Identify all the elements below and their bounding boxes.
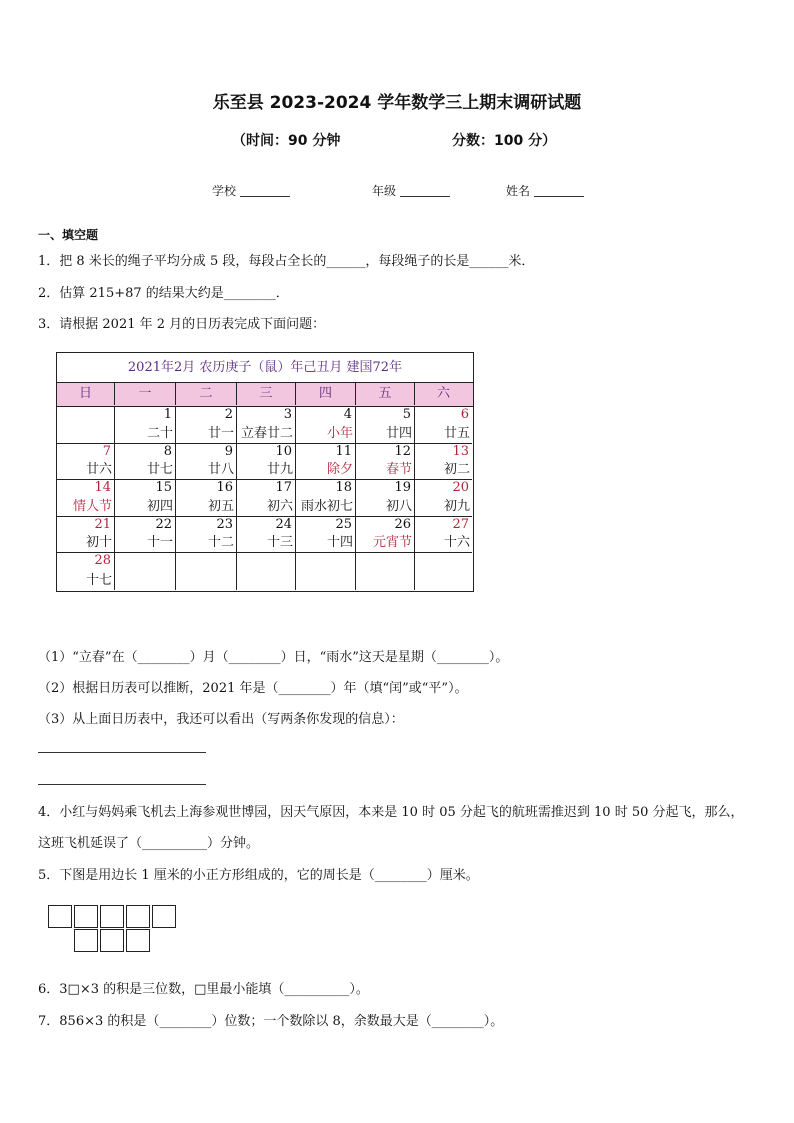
lunar-date: 廿九 bbox=[266, 462, 293, 477]
calendar-day-cell bbox=[115, 480, 176, 517]
lunar-date: 二十 bbox=[146, 425, 173, 441]
answer-line-2[interactable] bbox=[38, 784, 206, 785]
section-heading: 一、填空题 bbox=[38, 228, 99, 242]
calendar-day-cell bbox=[237, 444, 296, 481]
lunar-date: 十一 bbox=[146, 535, 173, 550]
day-number: 20 bbox=[452, 480, 469, 495]
page-title: 乐至县 2023-2024 学年数学三上期末调研试题 bbox=[212, 93, 582, 113]
lunar-date: 廿七 bbox=[146, 462, 173, 477]
calendar-day-cell bbox=[296, 480, 356, 517]
calendar-title: 2021年2月 农历庚子（鼠）年己丑月 建国72年 bbox=[57, 353, 473, 383]
calendar-day-cell bbox=[296, 553, 356, 590]
calendar-day-cell bbox=[57, 553, 115, 590]
day-number: 4 bbox=[343, 407, 352, 422]
lunar-date: 除夕 bbox=[326, 462, 353, 477]
day-number: 6 bbox=[460, 407, 469, 422]
lunar-date: 小年 bbox=[326, 425, 353, 441]
lunar-date: 十三 bbox=[266, 535, 293, 550]
exam-score: 分数：100 分） bbox=[452, 133, 557, 149]
calendar-day-cell bbox=[176, 444, 237, 481]
day-number: 11 bbox=[335, 443, 352, 459]
name-label: 姓名 bbox=[506, 184, 531, 198]
lunar-date: 雨水初七 bbox=[300, 498, 353, 514]
lunar-date: 春节 bbox=[385, 462, 412, 477]
calendar-day-cell bbox=[176, 480, 237, 517]
exam-time: （时间：90 分钟 bbox=[232, 133, 341, 149]
day-number: 24 bbox=[275, 516, 292, 532]
question-3-3: （3）从上面日历表中，我还可以看出（写两条你发现的信息）： bbox=[38, 712, 404, 727]
square bbox=[126, 929, 150, 952]
calendar-weekday-header bbox=[57, 383, 473, 407]
calendar-day-cell bbox=[356, 553, 415, 590]
calendar-day-cell bbox=[415, 480, 472, 517]
lunar-date: 初八 bbox=[385, 498, 412, 514]
day-number: 19 bbox=[394, 480, 411, 495]
lunar-date: 初十 bbox=[85, 535, 112, 550]
calendar-day-cell bbox=[296, 517, 356, 554]
question-5: 5．下图是用边长 1 厘米的小正方形组成的，它的周长是（________）厘米。 bbox=[38, 868, 479, 883]
calendar-day-cell bbox=[176, 517, 237, 554]
calendar-day-cell bbox=[356, 407, 415, 444]
calendar-day-cell bbox=[237, 407, 296, 444]
weekday-header-cell: 五 bbox=[356, 383, 415, 405]
day-number: 8 bbox=[163, 443, 172, 459]
calendar-day-cell bbox=[176, 407, 237, 444]
day-number: 13 bbox=[452, 443, 469, 459]
weekday-header-cell: 一 bbox=[115, 383, 176, 405]
calendar-day-cell bbox=[57, 407, 115, 444]
day-number: 26 bbox=[394, 516, 411, 532]
day-number: 21 bbox=[94, 516, 111, 532]
lunar-date: 廿四 bbox=[385, 425, 412, 441]
lunar-date: 立春廿二 bbox=[240, 425, 293, 441]
calendar-day-cell bbox=[356, 444, 415, 481]
lunar-date: 十二 bbox=[207, 535, 234, 550]
lunar-date: 初九 bbox=[443, 498, 470, 514]
day-number: 27 bbox=[452, 516, 469, 532]
school-blank[interactable] bbox=[240, 196, 290, 197]
day-number: 17 bbox=[275, 480, 292, 495]
calendar-day-cell bbox=[356, 517, 415, 554]
lunar-date: 廿八 bbox=[207, 462, 234, 477]
calendar-day-cell bbox=[115, 517, 176, 554]
calendar-day-cell bbox=[176, 553, 237, 590]
calendar-table bbox=[56, 352, 474, 592]
day-number: 18 bbox=[335, 480, 352, 495]
question-1: 1．把 8 米长的绳子平均分成 5 段，每段占全长的______，每段绳子的长是______米． bbox=[38, 254, 535, 269]
square bbox=[126, 905, 150, 928]
calendar-day-cell bbox=[115, 444, 176, 481]
weekday-header-cell: 三 bbox=[237, 383, 296, 405]
day-number: 25 bbox=[335, 516, 352, 532]
day-number: 22 bbox=[155, 516, 172, 532]
question-3-2: （2）根据日历表可以推断，2021 年是（________）年（填“闰”或“平”）。 bbox=[38, 681, 468, 696]
name-blank[interactable] bbox=[534, 196, 584, 197]
day-number: 23 bbox=[216, 516, 233, 532]
calendar-day-cell bbox=[237, 517, 296, 554]
calendar-day-cell bbox=[237, 480, 296, 517]
lunar-date: 十六 bbox=[443, 535, 470, 550]
calendar-day-cell bbox=[115, 553, 176, 590]
lunar-date: 十七 bbox=[85, 572, 112, 588]
question-3: 3．请根据 2021 年 2 月的日历表完成下面问题： bbox=[38, 317, 326, 332]
question-2: 2．估算 215+87 的结果大约是________． bbox=[38, 286, 289, 301]
calendar-day-cell bbox=[296, 407, 356, 444]
school-label: 学校 bbox=[212, 184, 237, 198]
calendar-day-cell bbox=[356, 480, 415, 517]
question-3-1: （1）“立春”在（________）月（________）日，“雨水”这天是星期（________）。 bbox=[38, 650, 509, 665]
square bbox=[74, 905, 98, 928]
weekday-header-cell: 日 bbox=[57, 383, 115, 405]
day-number: 1 bbox=[163, 407, 172, 422]
day-number: 2 bbox=[224, 407, 233, 422]
day-number: 3 bbox=[283, 407, 292, 422]
calendar-day-cell bbox=[115, 407, 176, 444]
question-4-line-2: 这班飞机延误了（__________）分钟。 bbox=[38, 836, 260, 851]
grade-blank[interactable] bbox=[400, 196, 450, 197]
day-number: 7 bbox=[102, 443, 111, 459]
lunar-date: 十四 bbox=[326, 535, 353, 550]
lunar-date: 初二 bbox=[443, 462, 470, 477]
lunar-date: 廿一 bbox=[207, 425, 234, 441]
calendar-day-cell bbox=[57, 444, 115, 481]
calendar-day-cell bbox=[415, 517, 472, 554]
weekday-header-cell: 六 bbox=[436, 386, 450, 401]
square bbox=[100, 929, 124, 952]
square bbox=[74, 929, 98, 952]
lunar-date: 初四 bbox=[146, 498, 173, 514]
lunar-date: 廿六 bbox=[85, 462, 112, 477]
square bbox=[100, 905, 124, 928]
calendar-day-cell bbox=[237, 553, 296, 590]
weekday-header-cell: 四 bbox=[296, 383, 356, 405]
lunar-date: 廿五 bbox=[443, 425, 470, 441]
day-number: 9 bbox=[224, 443, 233, 459]
lunar-date: 元宵节 bbox=[372, 535, 412, 550]
day-number: 16 bbox=[216, 480, 233, 495]
calendar-day-cell bbox=[415, 444, 472, 481]
day-number: 5 bbox=[402, 407, 411, 422]
calendar-day-cell bbox=[57, 517, 115, 554]
question-4-line-1: 4．小红与妈妈乘飞机去上海参观世博园，因天气原因，本来是 10 时 05 分起飞的航班需推迟到 10 时 50 分起飞，那么， bbox=[38, 805, 744, 820]
square bbox=[152, 905, 176, 928]
grade-label: 年级 bbox=[372, 184, 397, 198]
calendar-day-cell bbox=[415, 553, 472, 590]
square bbox=[48, 905, 72, 928]
answer-line-1[interactable] bbox=[38, 752, 206, 753]
lunar-date: 情人节 bbox=[72, 498, 112, 514]
lunar-date: 初六 bbox=[266, 498, 293, 514]
weekday-header-cell: 二 bbox=[176, 383, 237, 405]
day-number: 14 bbox=[94, 480, 111, 495]
day-number: 12 bbox=[394, 443, 411, 459]
calendar-day-cell bbox=[57, 480, 115, 517]
day-number: 10 bbox=[275, 443, 292, 459]
day-number: 28 bbox=[94, 553, 111, 568]
lunar-date: 初五 bbox=[207, 498, 234, 514]
question-7: 7．856×3 的积是（________）位数；一个数除以 8，余数最大是（________）。 bbox=[38, 1014, 504, 1029]
calendar-day-cell bbox=[415, 407, 472, 444]
calendar-day-cell bbox=[296, 444, 356, 481]
day-number: 15 bbox=[155, 480, 172, 495]
question-6: 6．3□×3 的积是三位数，□里最小能填（__________）。 bbox=[38, 982, 369, 997]
